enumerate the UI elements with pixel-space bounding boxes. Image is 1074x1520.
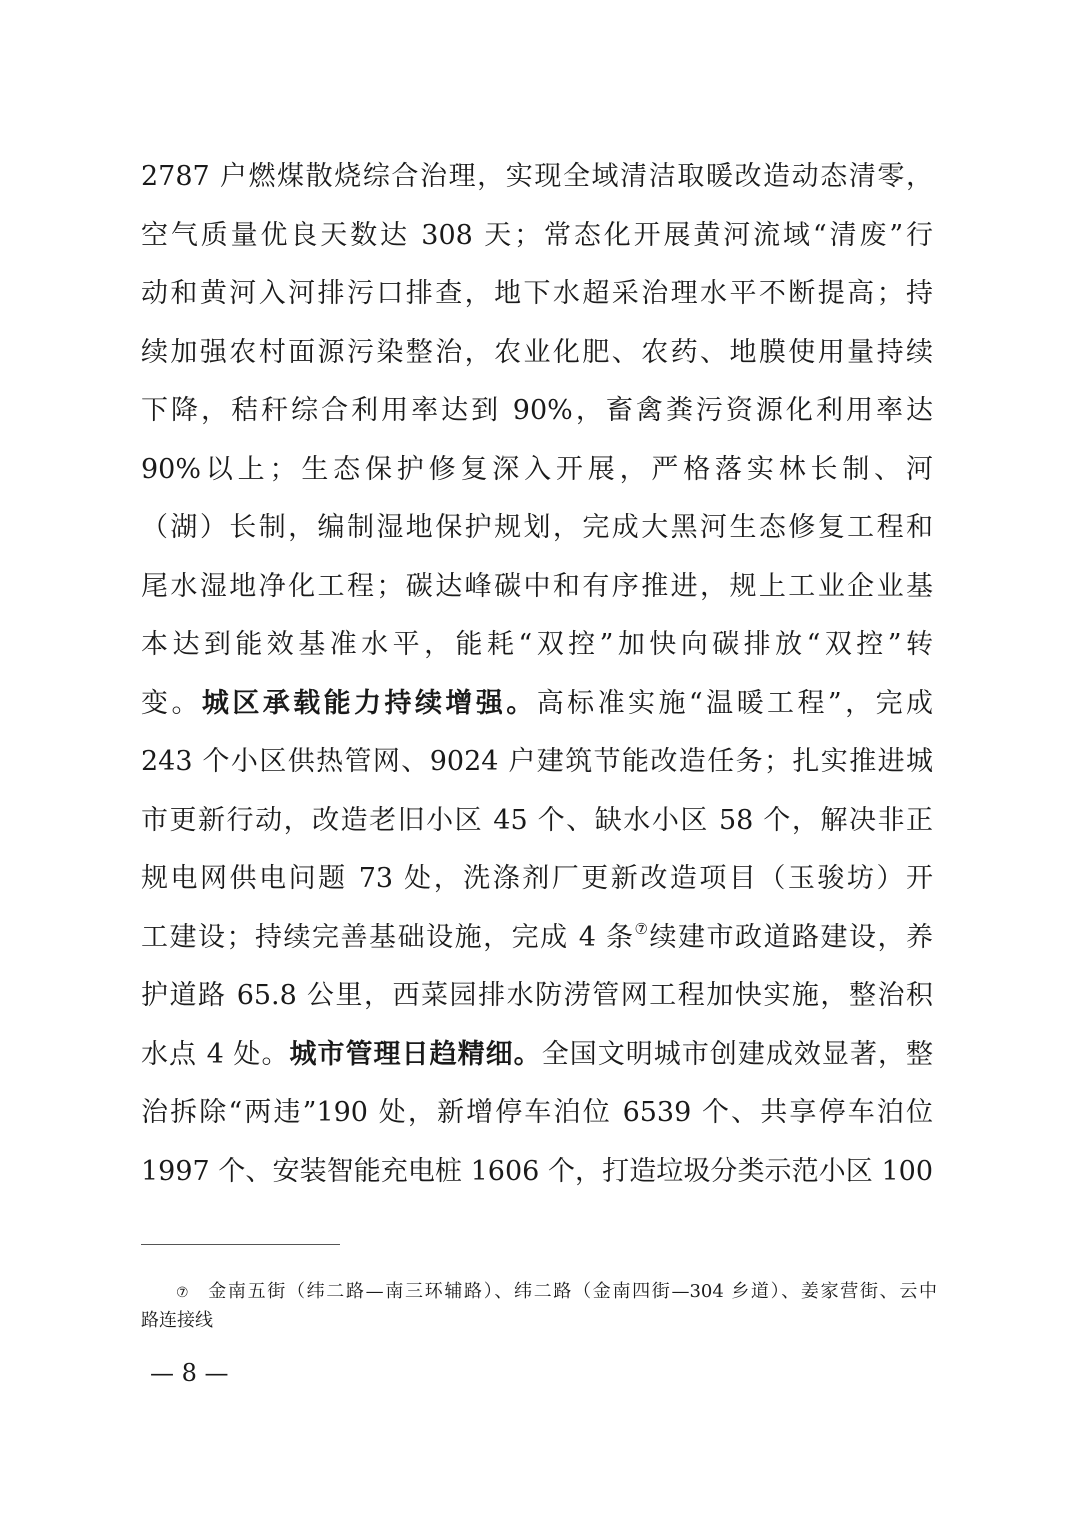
footnote [141,1278,937,1335]
text-line-14 [141,909,933,968]
text-line-8: 尾水湿地净化工程；碳达峰碳中和有序推进，规上工业企业基 [141,570,933,602]
text-line-15: 护道路 65.8 公里，西菜园排水防涝管网工程加快实施，整治积 [141,980,933,1011]
text-segment: 水点 4 处。 [141,1038,290,1070]
text-segment: 高标准实施“温暖工程”，完成 [536,687,933,719]
footnote-mark: ⑦ [176,1285,191,1301]
body-text [141,148,933,1201]
text-segment: 变。 [141,687,202,719]
text-line-10 [141,675,933,734]
text-line-12: 市更新行动，改造老旧小区 45 个、缺水小区 58 个，解决非正 [141,804,933,836]
text-line-4: 续加强农村面源污染整治，农业化肥、农药、地膜使用量持续 [141,336,933,368]
text-line-6: 90%以上；生态保护修复深入开展，严格落实林长制、河 [141,453,933,485]
text-segment: 续建市政道路建设，养 [647,921,933,953]
text-line-13: 规电网供电问题 73 处，洗涤剂厂更新改造项目（玉骏坊）开 [141,863,933,894]
text-line-16 [141,1026,933,1085]
text-line-7: （湖）长制，编制湿地保护规划，完成大黑河生态修复工程和 [141,512,933,543]
text-line-3: 动和黄河入河排污口排查，地下水超采治理水平不断提高；持 [141,278,933,309]
page-number: — 8 — [150,1359,229,1387]
text-line-9: 本达到能效基准水平，能耗“双控”加快向碳排放“双控”转 [141,629,933,660]
footnote-text: 金南五街（纬二路—南三环辅路）、纬二路（金南四街—304 乡道）、姜家营街、云中 [208,1281,937,1302]
text-line-11: 243 个小区供热管网、9024 户建筑节能改造任务；扎实推进城 [141,746,933,777]
section-heading-urban-capacity: 城区承载能力持续增强。 [201,687,537,719]
text-line-17: 治拆除“两违”190 处，新增停车泊位 6539 个、共享停车泊位 [141,1097,933,1128]
text-segment: 工建设；持续完善基础设施，完成 4 条 [141,921,635,953]
text-line-2: 空气质量优良天数达 308 天；常态化开展黄河流域“清废”行 [141,219,933,251]
footnote-reference[interactable]: ⑦ [634,919,648,938]
footnote-line-2: 路连接线 [141,1310,213,1331]
footnote-divider [141,1244,340,1245]
text-line-18: 1997 个、安装智能充电桩 1606 个，打造垃圾分类示范小区 100 [141,1155,933,1187]
footnote-line-1 [141,1278,937,1307]
section-heading-city-management: 城市管理日趋精细。 [289,1038,542,1070]
text-line-1: 2787 户燃煤散烧综合治理，实现全域清洁取暖改造动态清零， [141,161,933,192]
text-segment: 全国文明城市创建成效显著，整 [541,1038,933,1070]
text-line-5: 下降，秸秆综合利用率达到 90%，畜禽粪污资源化利用率达 [141,395,933,426]
